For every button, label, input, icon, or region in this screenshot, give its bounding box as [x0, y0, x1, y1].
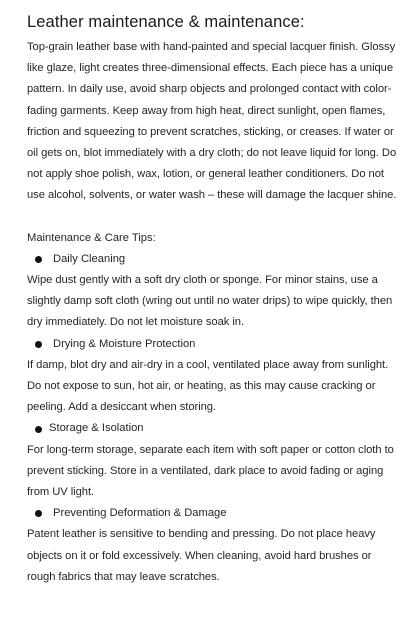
tip-body-daily-cleaning: Wipe dust gently with a soft dry cloth or sponge. For minor stains, use a slightly damp soft cloth (wring out until no water drips) to wipe quickly, then dry immediately. Do not let moisture soak in. [27, 274, 393, 329]
spacer [27, 207, 398, 228]
bullet-icon [35, 256, 42, 263]
tip-heading-deformation [27, 503, 398, 524]
tip-body-drying: If damp, blot dry and air-dry in a cool, ventilated place away from sunlight. Do not expose to sun, hot air, or heating, as this may cause cracking or peeling. Add a desiccant when storing. [27, 358, 389, 414]
tips-heading: Maintenance & Care Tips: [27, 231, 156, 244]
tip-body-deformation: Patent leather is sensitive to bending and pressing. Do not place heavy objects on it or fold excessively. When cleaning, avoid hard brushes or rough fabrics that may leave scratches. [27, 528, 376, 583]
tip-heading-storage [27, 418, 398, 439]
page-title: Leather maintenance & maintenance: [27, 13, 305, 31]
tip-title: Drying & Moisture Protection [53, 337, 196, 350]
intro-paragraph: Top-grain leather base with hand-painted and special lacquer finish. Glossy like glaze, light creates three-dimensional effects. Each piece has a unique pattern. In daily use, avoid sharp objects and prolonged contact with color-fading garments. Keep away from high heat, direct sunlight, open flames, friction and squeezing to prevent scratches, sticking, or creases. If water or oil gets on, blot immediately with a dry cloth; do not leave liquid for long. Do not apply shoe polish, wax, lotion, or general leather conditioners. Do not use alcohol, solvents, or water wash – these will damage the lacquer shine. [27, 41, 397, 202]
bullet-icon [35, 426, 42, 433]
bullet-icon [35, 510, 42, 517]
tip-heading-daily-cleaning [27, 249, 398, 270]
tip-title: Preventing Deformation & Damage [53, 507, 227, 520]
bullet-icon [35, 341, 42, 348]
tip-body-storage: For long-term storage, separate each item with soft paper or cotton cloth to prevent sticking. Store in a ventilated, dark place to avoid fading or aging from UV light. [27, 443, 394, 499]
tip-title: Storage & Isolation [49, 422, 144, 435]
tip-heading-drying [27, 334, 398, 355]
tip-title: Daily Cleaning [53, 252, 126, 265]
